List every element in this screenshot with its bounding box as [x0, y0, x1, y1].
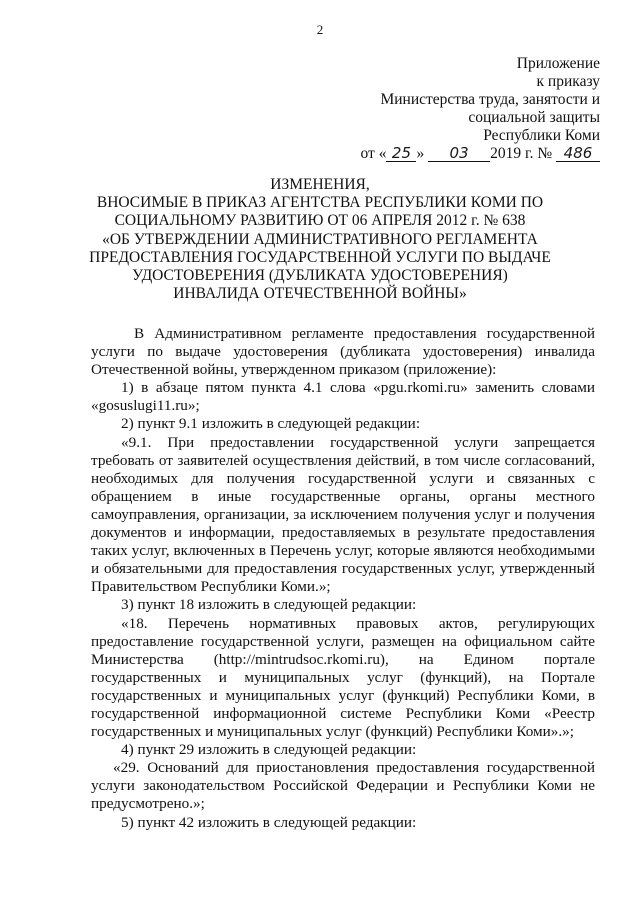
- document-title: [0, 176, 640, 303]
- handwritten-order-number: 486: [556, 146, 600, 162]
- title-line: ВНОСИМЫЕ В ПРИКАЗ АГЕНТСТВА РЕСПУБЛИКИ КОМИ ПО: [96, 194, 544, 212]
- approval-line: к приказу: [536, 73, 600, 90]
- approval-line: социальной защиты: [468, 109, 600, 126]
- title-line: ПРЕДОСТАВЛЕНИЯ ГОСУДАРСТВЕННОЙ УСЛУГИ ПО ВЫДАЧЕ: [89, 248, 551, 266]
- approval-line: Приложение: [516, 55, 600, 72]
- amendment-item-3: 3) пункт 18 изложить в следующей редакции:: [121, 596, 417, 614]
- title-line: ИЗМЕНЕНИЯ,: [270, 176, 370, 193]
- order-mid: »: [416, 145, 425, 162]
- approval-line: Республики Коми: [483, 127, 600, 144]
- document-body: [91, 325, 595, 832]
- title-line: «ОБ УТВЕРЖДЕНИИ АДМИНИСТРАТИВНОГО РЕГЛАМЕНТА: [102, 230, 538, 248]
- title-line: ИНВАЛИДА ОТЕЧЕСТВЕННОЙ ВОЙНЫ»: [173, 285, 467, 303]
- approval-line: Министерства труда, занятости и: [380, 91, 600, 108]
- order-prefix: от «: [360, 145, 387, 162]
- quoted-clause-29: «29. Оснований для приостановления предоставления государственной услуги законодательством Российской Федерации и Республики Коми не предусмотрено.»;: [91, 759, 595, 813]
- quoted-clause-9-1: «9.1. При предоставлении государственной услуги запрещается требовать от заявителей осуществления действий, в том числе согласований, необходимых для получения государственной услуги и связанных с обращением в иные государственные органы, органы местного самоуправления, организации, за исключением получения услуг и получения документов и информации, предоставляемых в результате предоставления таких услуг, включенных в Перечень услуг, которые являются необходимыми и обязательными для предоставления государственных услуг, утвержденный Правительством Республики Коми.»;: [91, 433, 595, 596]
- order-year: 2019 г. №: [490, 145, 553, 162]
- amendment-item-1: 1) в абзаце пятом пункта 4.1 слова «pgu.rkomi.ru» заменить словами «gosuslugi11.ru»;: [91, 379, 595, 415]
- amendment-item-2: 2) пункт 9.1 изложить в следующей редакции:: [121, 415, 421, 433]
- page-number: 2: [316, 22, 324, 37]
- title-line: СОЦИАЛЬНОМУ РАЗВИТИЮ ОТ 06 АПРЕЛЯ 2012 г. № 638: [114, 212, 526, 230]
- quoted-clause-18: «18. Перечень нормативных правовых актов, регулирующих предоставление государственной услуги, размещен на официальном сайте Министерства (http://mintrudsoc.rkomi.ru), на Едином портале государственных и муниципальных услуг (функций), на Портале государственных и муниципальных услуг (функций) Республики Коми, в государственной информационной системе Республики Коми «Реестр государственных и муниципальных услуг (функций) Республики Коми».»;: [91, 614, 595, 741]
- amendment-item-5: 5) пункт 42 изложить в следующей редакции:: [121, 813, 417, 831]
- amendment-item-4: 4) пункт 29 изложить в следующей редакции:: [121, 741, 417, 759]
- intro-paragraph: В Административном регламенте предоставления государственной услуги по выдаче удостоверения (дубликата удостоверения) инвалида Отечественной войны, утвержденном приказом (приложение):: [91, 325, 595, 379]
- title-line: УДОСТОВЕРЕНИЯ (ДУБЛИКАТА УДОСТОВЕРЕНИЯ): [132, 267, 508, 285]
- approval-block: [361, 55, 600, 163]
- handwritten-month: 03: [428, 146, 490, 162]
- order-date-line: [361, 145, 600, 163]
- handwritten-day: 25: [386, 146, 416, 162]
